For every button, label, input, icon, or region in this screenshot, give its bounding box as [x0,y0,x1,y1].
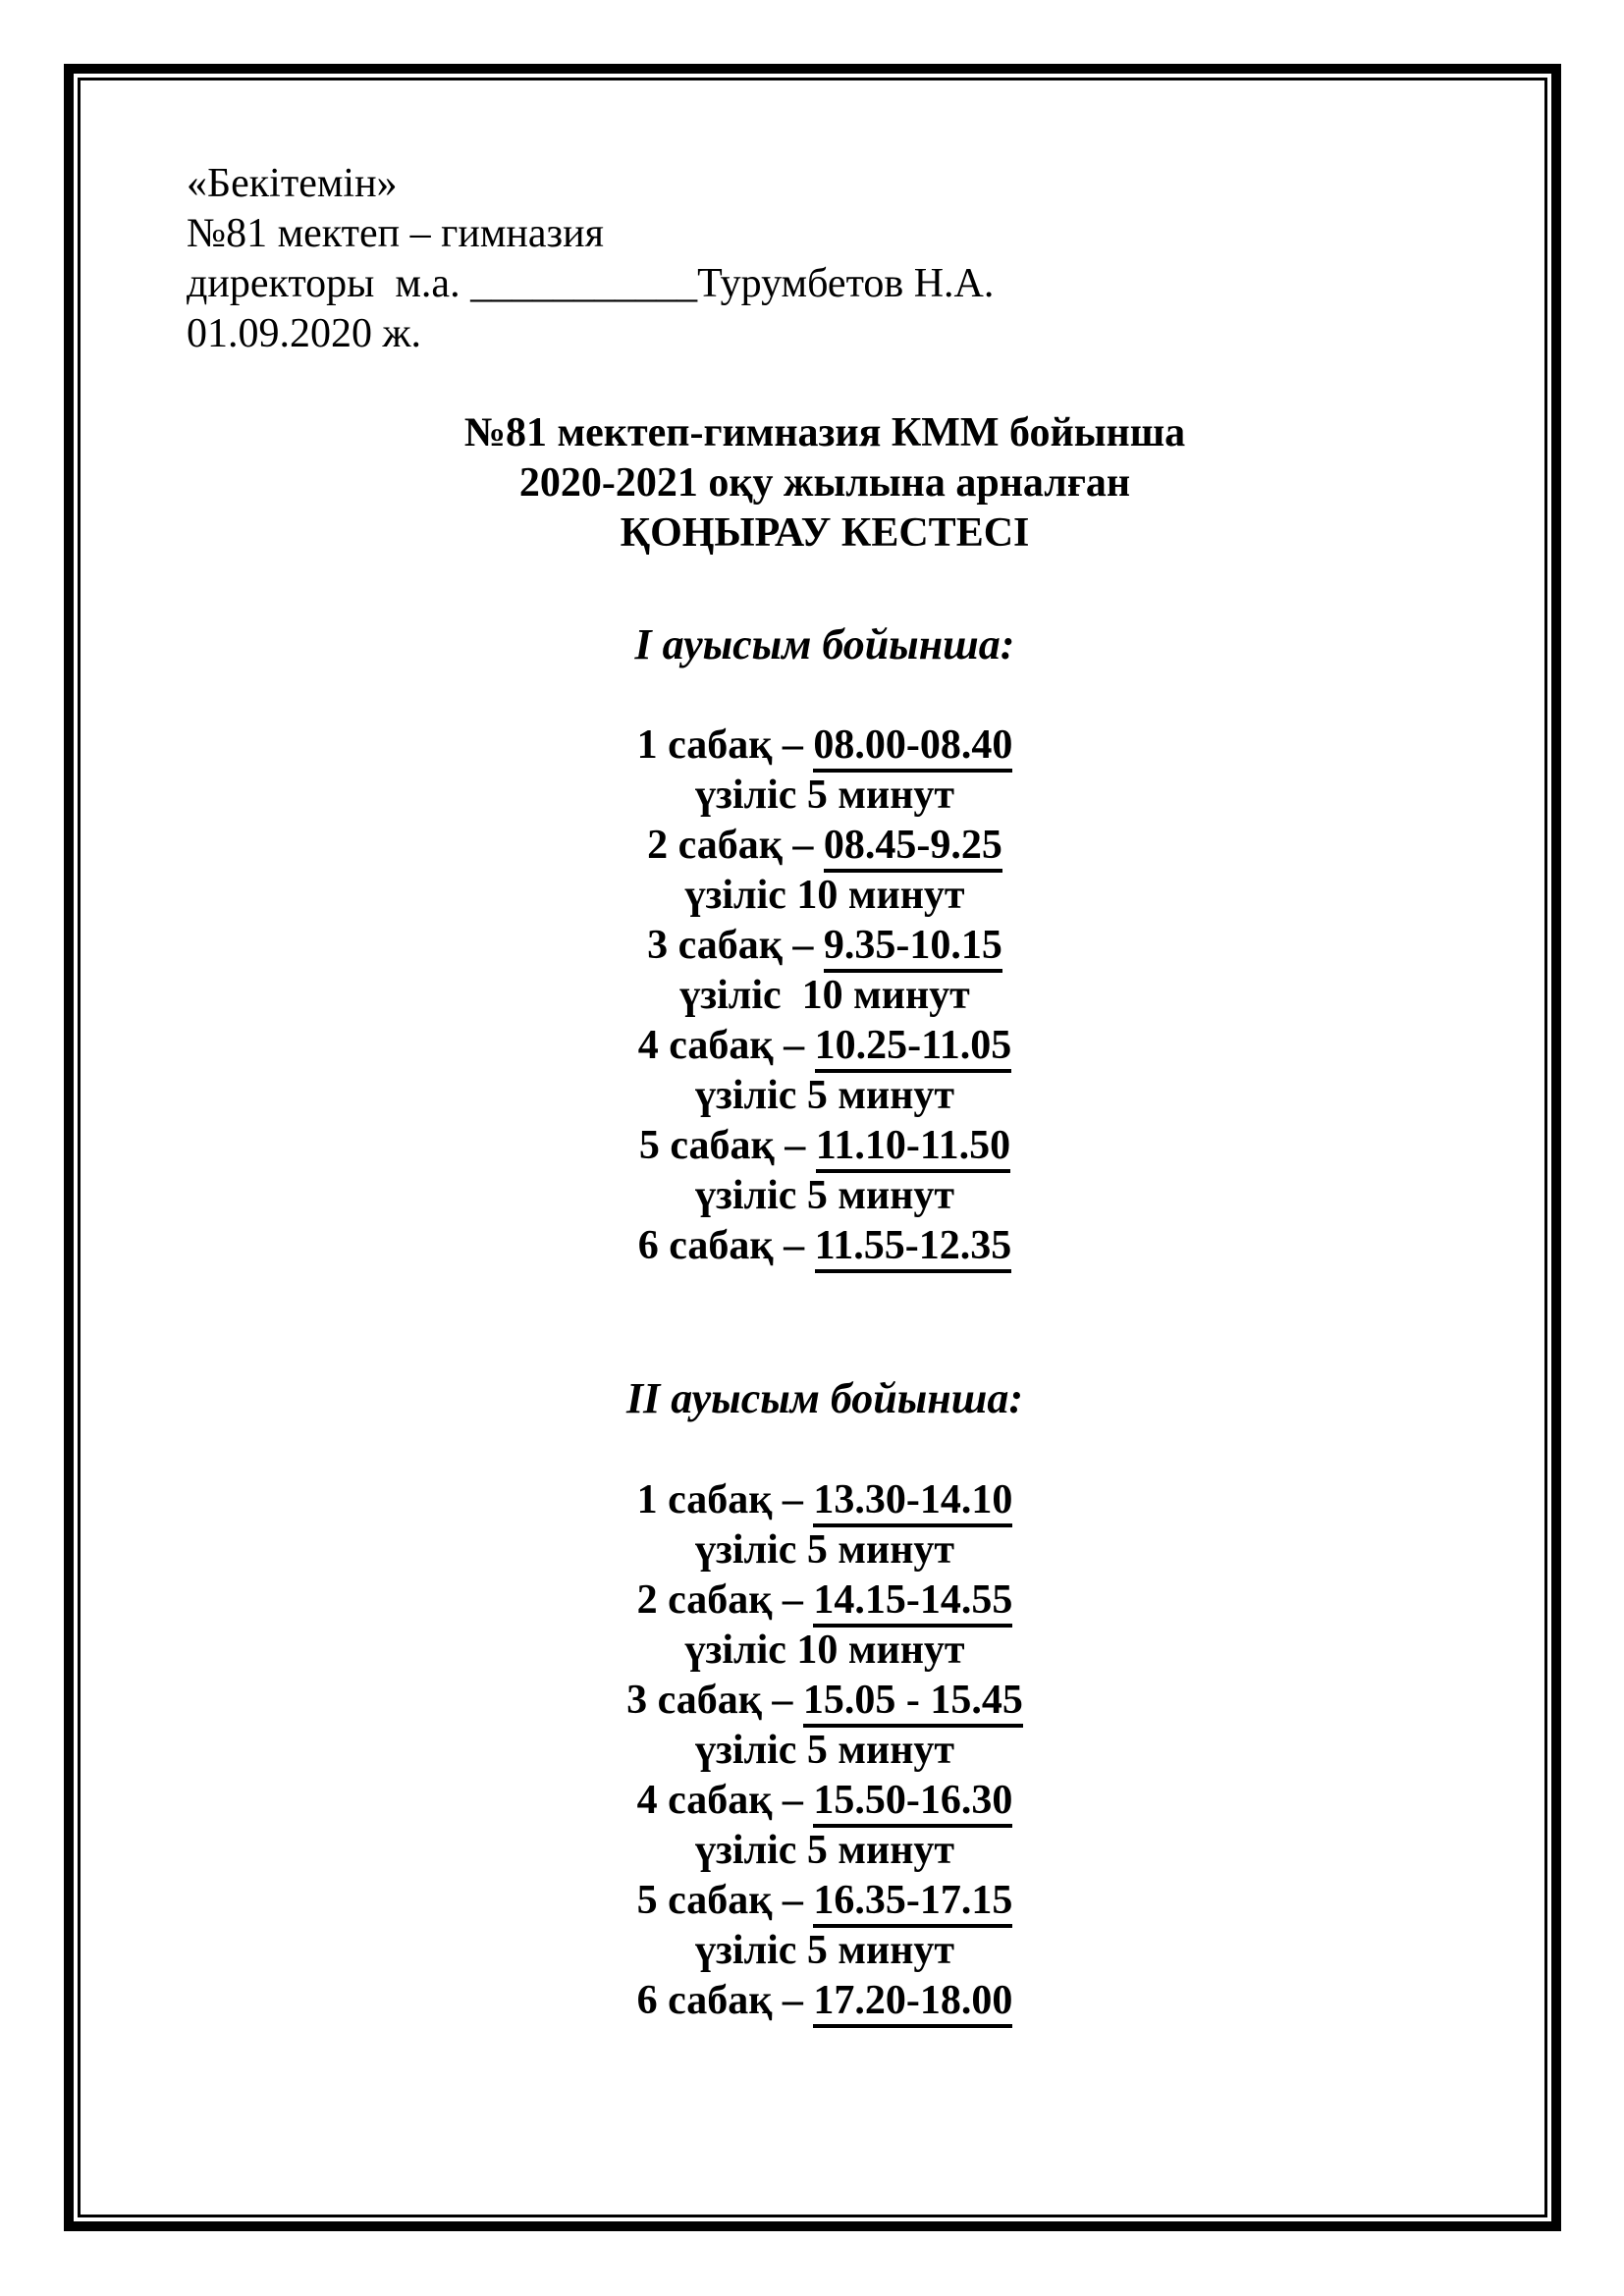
schedule-line-text: үзіліс 10 минут [684,1628,965,1673]
schedule-line-time: 13.30-14.10 [813,1477,1012,1527]
schedule-line-time: 08.45-9.25 [824,823,1002,873]
schedule-line [187,821,1463,871]
schedule-line [187,1021,1463,1071]
schedule-line-text: үзіліс 5 минут [694,1928,955,1973]
schedule-line-text: 2 сабақ – [647,823,824,868]
schedule-line-text: үзіліс 10 минут [679,973,970,1018]
schedule-line [187,1575,1463,1626]
schedule-line [187,1525,1463,1575]
schedule-line [187,1221,1463,1271]
document-title [187,408,1463,559]
schedule-line-text: 6 сабақ – [636,1978,814,2023]
schedule-line-text: 5 сабақ – [636,1878,814,1923]
approval-line: директоры м.а. ___________Турумбетов Н.А. [187,261,995,306]
schedule-line-text: үзіліс 5 минут [694,773,955,818]
schedule-line-text: 3 сабақ – [626,1678,803,1723]
shift2-heading: II ауысым бойынша: [625,1374,1024,1422]
schedule-line [187,1826,1463,1876]
approval-line: 01.09.2020 ж. [187,311,422,356]
schedule-line-text: үзіліс 5 минут [694,1728,955,1773]
schedule-line-time: 17.20-18.00 [813,1978,1012,2028]
schedule-line [187,1726,1463,1776]
schedule-line-text: үзіліс 5 минут [694,1073,955,1118]
schedule-line-text: үзіліс 5 минут [694,1173,955,1218]
schedule-line [187,1926,1463,1976]
title-line: ҚОҢЫРАУ КЕСТЕСІ [620,510,1030,556]
title-line: 2020-2021 оқу жылына арналған [518,460,1131,506]
shift2-schedule [187,1475,1463,2026]
schedule-line [187,1071,1463,1121]
schedule-line-time: 11.55-12.35 [815,1223,1012,1273]
schedule-line-time: 15.05 - 15.45 [803,1678,1023,1728]
schedule-line [187,771,1463,821]
schedule-line-text: 5 сабақ – [638,1123,816,1168]
schedule-line [187,971,1463,1021]
schedule-line-text: 4 сабақ – [637,1023,815,1068]
schedule-line [187,1475,1463,1525]
schedule-line [187,1121,1463,1171]
approval-line: «Бекітемін» [187,161,398,206]
schedule-line-text: 2 сабақ – [636,1577,814,1623]
schedule-line-time: 14.15-14.55 [813,1577,1012,1628]
approval-line: №81 мектеп – гимназия [187,211,604,256]
schedule-line-text: 6 сабақ – [637,1223,815,1268]
title-line: №81 мектеп-гимназия КММ бойынша [463,410,1186,455]
schedule-line-text: 4 сабақ – [636,1778,814,1823]
schedule-line-text: үзіліс 10 минут [684,873,965,918]
shift1-schedule [187,721,1463,1271]
schedule-line-text: үзіліс 5 минут [694,1527,955,1573]
schedule-line-text: үзіліс 5 минут [694,1828,955,1873]
schedule-line [187,721,1463,771]
schedule-line-time: 10.25-11.05 [815,1023,1012,1073]
schedule-line [187,1876,1463,1926]
schedule-line-text: 1 сабақ – [636,1477,814,1522]
schedule-line [187,1776,1463,1826]
schedule-line-time: 9.35-10.15 [824,923,1002,973]
schedule-line [187,1676,1463,1726]
approval-block [187,159,1463,359]
schedule-line-time: 16.35-17.15 [813,1878,1012,1928]
schedule-line [187,1171,1463,1221]
schedule-line [187,1976,1463,2026]
schedule-line-time: 11.10-11.50 [816,1123,1010,1173]
schedule-line-text: 1 сабақ – [636,722,814,768]
schedule-line-time: 08.00-08.40 [813,722,1012,773]
shift1-heading: I ауысым бойынша: [634,620,1015,668]
document-content [187,0,1463,2296]
schedule-line-time: 15.50-16.30 [813,1778,1012,1828]
schedule-line [187,871,1463,921]
schedule-line-text: 3 сабақ – [647,923,824,968]
schedule-line [187,1626,1463,1676]
schedule-line [187,921,1463,971]
